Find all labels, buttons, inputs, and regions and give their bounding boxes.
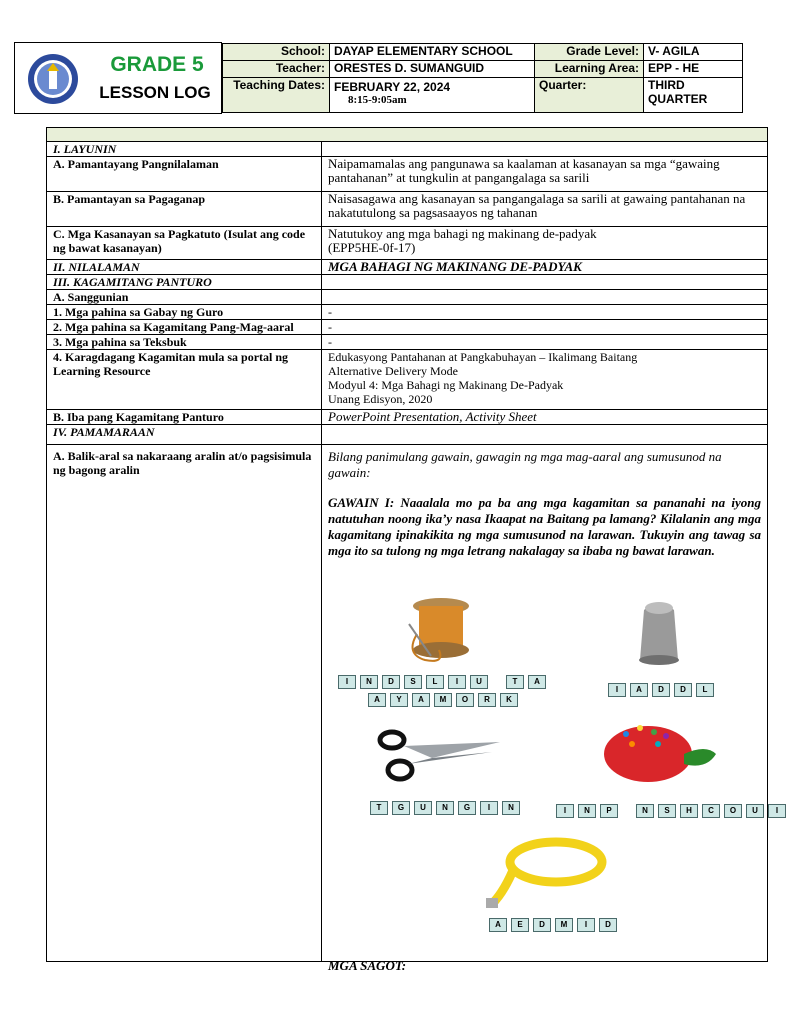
spool-letters-row-1: [338, 675, 546, 689]
karagdagan-line-4: Unang Edisyon, 2020: [328, 392, 433, 406]
letter-tile: I: [448, 675, 466, 689]
scissors-icon: [372, 724, 502, 786]
pamantayan-pagaganap-label: B. Pamantayan sa Pagaganap: [47, 192, 322, 227]
teacher-value: ORESTES D. SUMANGUID: [330, 61, 535, 78]
kagamitang-mag-aaral-value: -: [322, 320, 768, 335]
quarter-line-1: THIRD: [648, 78, 685, 92]
letter-tile: S: [404, 675, 422, 689]
letter-tile: D: [652, 683, 670, 697]
header-info-table: [222, 43, 743, 113]
letter-tile: E: [511, 918, 529, 932]
letter-tile: R: [478, 693, 496, 707]
empty-cell: [322, 275, 768, 290]
teaching-time: 8:15-9:05am: [348, 94, 407, 106]
tape-measure-icon: [484, 836, 608, 910]
thimble-icon: [626, 594, 692, 668]
deped-seal-icon: [27, 53, 79, 105]
letter-tile: U: [414, 801, 432, 815]
letter-tile: A: [412, 693, 430, 707]
letter-tile: I: [338, 675, 356, 689]
letter-tile: A: [528, 675, 546, 689]
school-label: School:: [223, 44, 330, 61]
letter-tile: D: [533, 918, 551, 932]
teaching-dates-label: Teaching Dates:: [223, 78, 330, 113]
letter-tile: M: [555, 918, 573, 932]
iba-pang-kagamitan-label: B. Iba pang Kagamitang Panturo: [47, 410, 322, 425]
letter-tile: I: [768, 804, 786, 818]
letter-tile: N: [636, 804, 654, 818]
grade-level-label: Grade Level:: [535, 44, 644, 61]
letter-tile: N: [578, 804, 596, 818]
teacher-label: Teacher:: [223, 61, 330, 78]
letter-tile: O: [724, 804, 742, 818]
pamantayang-pangnilalaman-label: A. Pamantayang Pangnilalaman: [47, 157, 322, 192]
letter-tile: N: [360, 675, 378, 689]
grade-title: GRADE 5: [110, 53, 204, 76]
teksbuk-label: 3. Mga pahina sa Teksbuk: [47, 335, 322, 350]
karagdagan-line-3: Modyul 4: Mga Bahagi ng Makinang De-Padyak: [328, 378, 564, 392]
pamantayan-pagaganap-text: Naisasagawa ang kasanayan sa pangangalaga sa sarili at gawaing pantahanan na nakatutulong sa pagsasaayos ng tahanan: [322, 192, 768, 227]
letter-tile: N: [502, 801, 520, 815]
gabay-label: 1. Mga pahina sa Gabay ng Guro: [47, 305, 322, 320]
pincushion-icon: [596, 714, 720, 786]
learning-area-value: EPP - HE: [644, 61, 743, 78]
thimble-letters: [608, 683, 714, 697]
letter-tile: I: [556, 804, 574, 818]
table-header-band: [47, 128, 768, 142]
letter-tile: T: [370, 801, 388, 815]
letter-tile: A: [630, 683, 648, 697]
quarter-line-2: QUARTER: [648, 92, 708, 106]
nilalaman-text: MGA BAHAGI NG MAKINANG DE-PADYAK: [322, 260, 768, 275]
balik-aral-intro: Bilang panimulang gawain, gawagin ng mga mag-aaral ang sumusunod na gawain:: [328, 449, 722, 480]
letter-tile: I: [577, 918, 595, 932]
kasanayan-code: (EPP5HE-0f-17): [328, 240, 416, 255]
teaching-date: FEBRUARY 22, 2024: [334, 80, 451, 94]
karagdagan-line-2: Alternative Delivery Mode: [328, 364, 458, 378]
karagdagan-text: [322, 350, 768, 410]
tile-gap: [492, 675, 502, 689]
layunin-heading: I. LAYUNIN: [47, 142, 322, 157]
letter-tile: I: [480, 801, 498, 815]
teksbuk-value: -: [322, 335, 768, 350]
letter-tile: H: [680, 804, 698, 818]
karagdagan-label: 4. Karagdagang Kagamitan mula sa portal ng Learning Resource: [47, 350, 322, 410]
balik-aral-label: A. Balik-aral sa nakaraang aralin at/o pagsisimula ng bagong aralin: [47, 445, 322, 962]
scissors-letters: [370, 801, 520, 815]
letter-tile: A: [489, 918, 507, 932]
letter-tile: D: [382, 675, 400, 689]
kasanayan-line-1: Natutukoy ang mga bahagi ng makinang de-padyak: [328, 226, 597, 241]
letter-tile: D: [599, 918, 617, 932]
lesson-log-title: LESSON LOG: [99, 83, 211, 102]
letter-tile: L: [696, 683, 714, 697]
nilalaman-heading: II. NILALAMAN: [47, 260, 322, 275]
kasanayan-text: [322, 227, 768, 260]
empty-cell: [322, 425, 768, 445]
letter-tile: D: [674, 683, 692, 697]
letter-tile: U: [746, 804, 764, 818]
quarter-label: Quarter:: [535, 78, 644, 113]
letter-tile: S: [658, 804, 676, 818]
gawain-instructions: GAWAIN I: Naaalala mo pa ba ang mga kagamitan sa pananahi na iyong natutuhan noong ika’y nasa Ikaapat na Baitang pa lamang? Kilalanin ang mga kagamitang ipinakikita ng mga sumusunod na larawan. Tukuyin ang tawag sa mga ito sa tulong ng mga letrang nakalagay sa ibaba ng bawat larawan.: [328, 495, 761, 558]
tile-gap: [622, 804, 632, 818]
learning-area-label: Learning Area:: [535, 61, 644, 78]
letter-tile: C: [702, 804, 720, 818]
quarter-value: [644, 78, 743, 113]
sanggunian-label: A. Sanggunian: [47, 290, 322, 305]
lesson-log-table: [46, 127, 768, 962]
letter-tile: P: [600, 804, 618, 818]
letter-tile: I: [608, 683, 626, 697]
letter-tile: L: [426, 675, 444, 689]
mga-sagot-heading: MGA SAGOT:: [328, 958, 407, 973]
pamantayang-pangnilalaman-text: Naipamamalas ang pangunawa sa kaalaman at kasanayan sa mga “gawaing pantahanan” at tungkulin at pangangalaga sa sarili: [322, 157, 768, 192]
letter-tile: M: [434, 693, 452, 707]
empty-cell: [322, 290, 768, 305]
tape-letters: [489, 918, 617, 932]
pamamaraan-heading: IV. PAMAMARAAN: [47, 425, 322, 445]
letter-tile: N: [436, 801, 454, 815]
letter-tile: K: [500, 693, 518, 707]
iba-pang-kagamitan-text: PowerPoint Presentation, Activity Sheet: [322, 410, 768, 425]
letter-tile: T: [506, 675, 524, 689]
grade-level-value: V- AGILA: [644, 44, 743, 61]
kagamitang-mag-aaral-label: 2. Mga pahina sa Kagamitang Pang-Mag-aaral: [47, 320, 322, 335]
letter-tile: U: [470, 675, 488, 689]
school-value: DAYAP ELEMENTARY SCHOOL: [330, 44, 535, 61]
header-logo-box: [14, 42, 222, 114]
karagdagan-line-1: Edukasyong Pantahanan at Pangkabuhayan – Ikalimang Baitang: [328, 350, 638, 364]
gabay-value: -: [322, 305, 768, 320]
letter-tile: Y: [390, 693, 408, 707]
letter-tile: G: [458, 801, 476, 815]
letter-tile: O: [456, 693, 474, 707]
pincushion-letters: [556, 804, 786, 818]
kasanayan-label: C. Mga Kasanayan sa Pagkatuto (Isulat ang code ng bawat kasanayan): [47, 227, 322, 260]
empty-cell: [322, 142, 768, 157]
spool-letters-row-2: [368, 693, 518, 707]
letter-tile: A: [368, 693, 386, 707]
teaching-dates-value: [330, 78, 535, 113]
thread-spool-icon: [395, 594, 487, 668]
kagamitan-heading: III. KAGAMITANG PANTURO: [47, 275, 322, 290]
letter-tile: G: [392, 801, 410, 815]
